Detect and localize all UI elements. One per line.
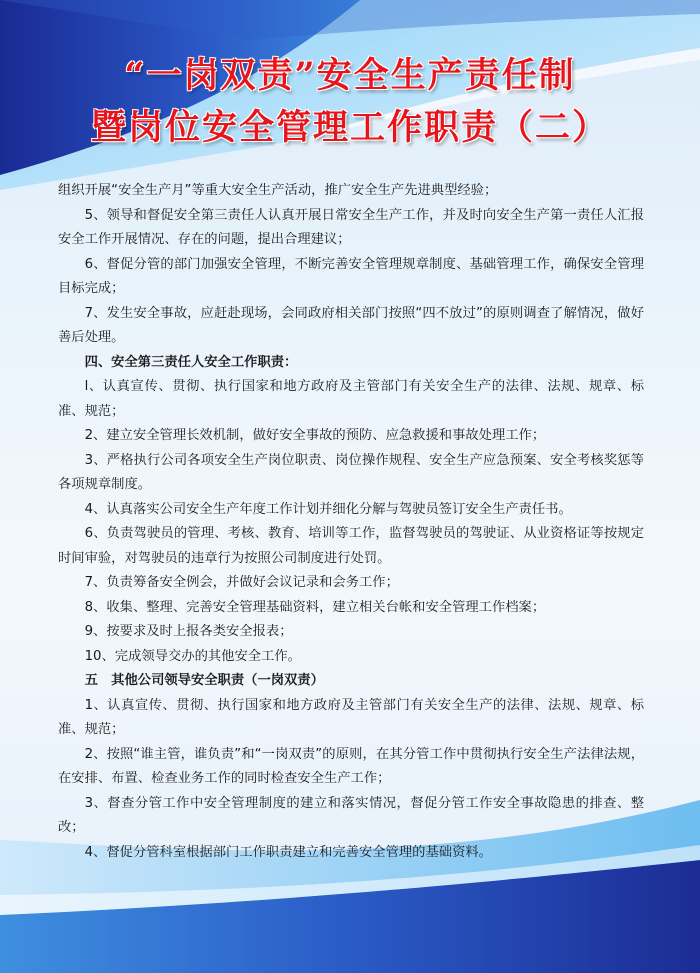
paragraph: 9、按要求及时上报各类安全报表； [84,624,293,639]
paragraph: 6、督促分管的部门加强安全管理，不断完善安全管理规章制度、基础管理工作，确保安全管理目标完成； [58,256,644,296]
paragraph: 10、完成领导交办的其他安全工作。 [84,648,301,664]
paragraph: l、认真宣传、贯彻、执行国家和地方政府及主管部门有关安全生产的法律、法规、规章、标准、规范； [58,379,644,419]
poster-title [0,50,700,154]
paragraph: 7、发生安全事故，应赶赴现场，会同政府相关部门按照“四不放过”的原则调查了解情况，做好善后处理。 [58,305,644,345]
body-text [58,179,644,865]
paragraph: 6、负责驾驶员的管理、考核、教育、培训等工作，监督驾驶员的驾驶证、从业资格证等按规定时间审验，对驾驶员的违章行为按照公司制度进行处罚。 [58,526,644,566]
paragraph: 2、按照“谁主管，谁负责”和“一岗双责”的原则，在其分管工作中贯彻执行安全生产法律法规，在安排、布置、检查业务工作的同时检查安全生产工作； [58,746,644,786]
title-line-2: 暨岗位安全管理工作职责（二） [90,107,609,148]
paragraph: 3、严格执行公司各项安全生产岗位职责、岗位操作规程、安全生产应急预案、安全考核奖惩等各项规章制度。 [58,452,644,492]
paragraph: 1、认真宣传、贯彻、执行国家和地方政府及主管部门有关安全生产的法律、法规、规章、标准、规范； [58,697,644,737]
paragraph: 5、领导和督促安全第三责任人认真开展日常安全生产工作，并及时向安全生产第一责任人汇报安全工作开展情况、存在的问题，提出合理建议； [58,207,644,247]
paragraph: 3、督查分管工作中安全管理制度的建立和落实情况，督促分管工作安全事故隐患的排查、整改； [58,795,644,835]
section-heading: 四、安全第三责任人安全工作职责： [84,354,298,370]
paragraph: 8、收集、整理、完善安全管理基础资料，建立相关台帐和安全管理工作档案； [84,599,546,615]
paragraph: 2、建立安全管理长效机制，做好安全事故的预防、应急救援和事故处理工作； [84,428,546,443]
paragraph: 4、督促分管科室根据部门工作职责建立和完善安全管理的基础资料。 [84,844,492,860]
paragraph: 7、负责筹备安全例会，并做好会议记录和会务工作； [84,575,399,590]
paragraph: 组织开展“安全生产月”等重大安全生产活动，推广安全生产先进典型经验； [58,183,498,198]
section-heading: 五 其他公司领导安全职责（一岗双责） [84,673,324,688]
title-line-1: “一岗双责”安全生产责任制 [124,55,576,96]
paragraph: 4、认真落实公司安全生产年度工作计划并细化分解与驾驶员签订安全生产责任书。 [84,501,572,517]
